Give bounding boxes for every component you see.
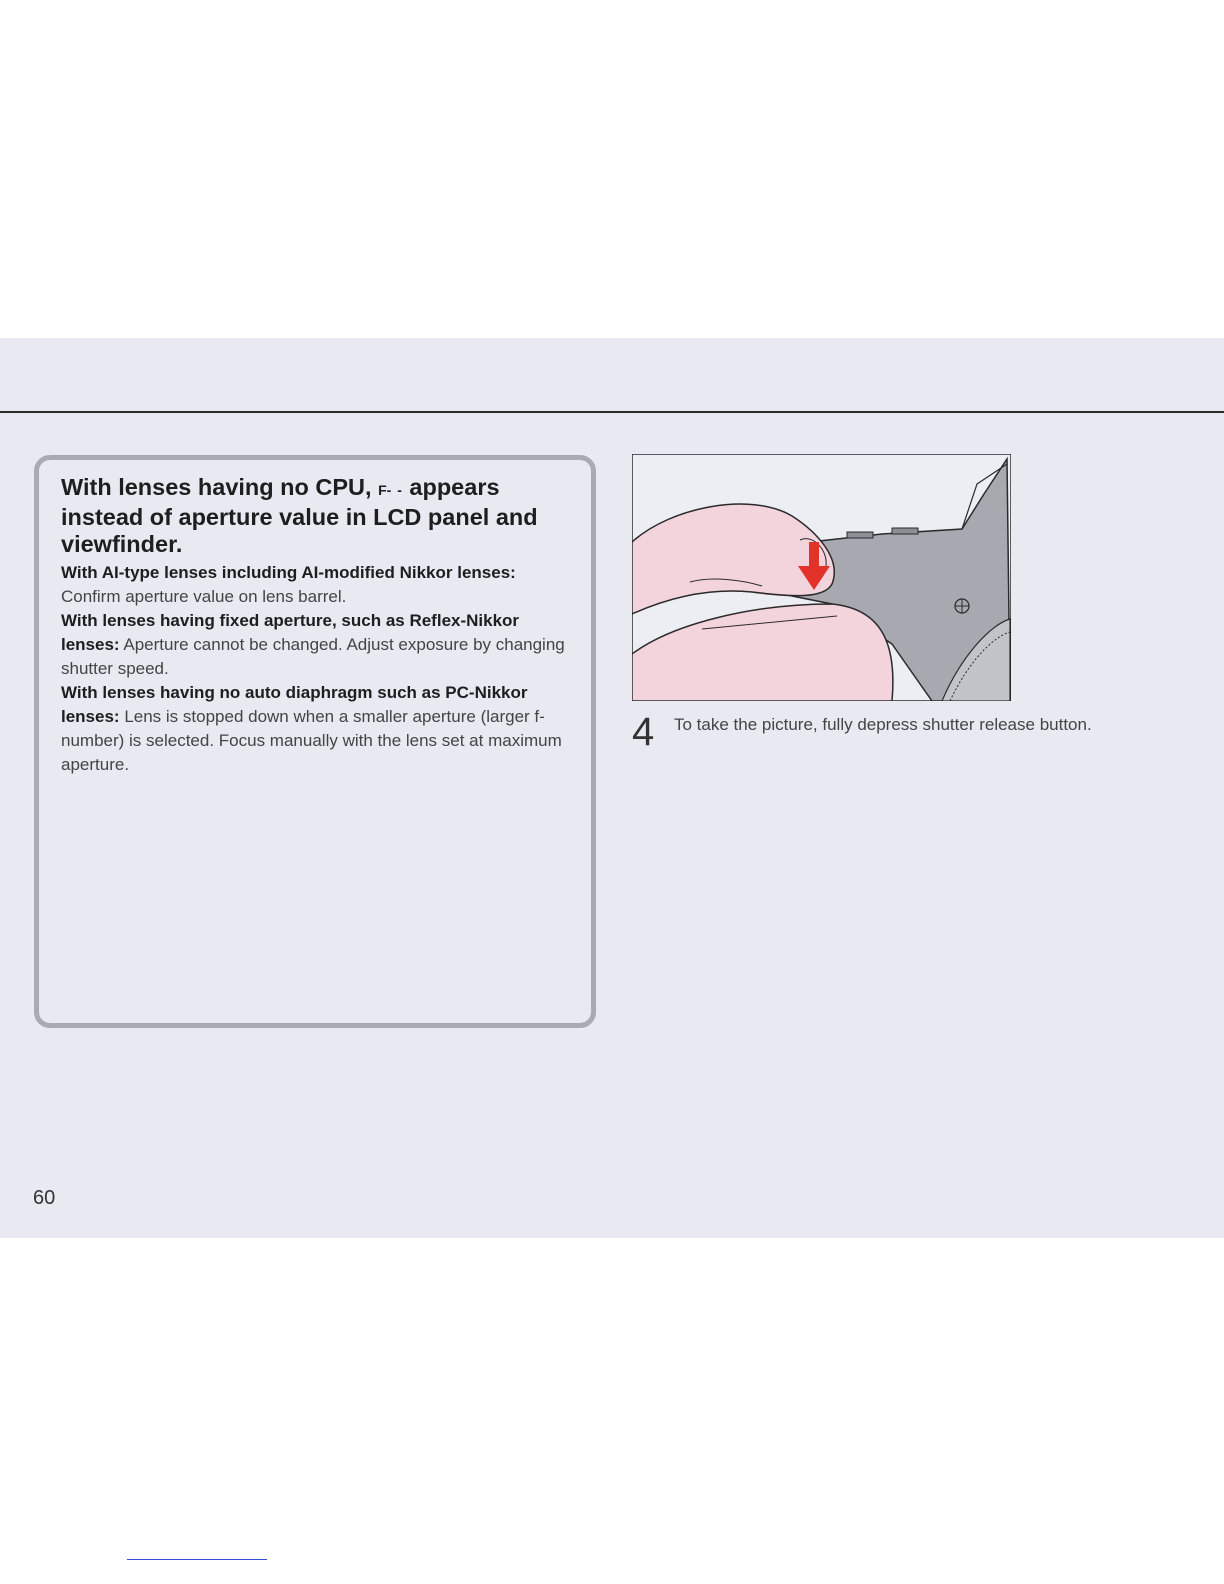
f-symbol: F- -	[378, 482, 403, 498]
top-rule	[0, 411, 1224, 413]
page-number: 60	[33, 1187, 56, 1209]
note-item-text: Aperture cannot be changed. Adjust exposure by changing shutter speed.	[61, 635, 565, 678]
note-heading-part1: With lenses having no CPU,	[61, 474, 372, 500]
note-heading	[61, 474, 576, 558]
note-item-title: With AI-type lenses including AI-modified Nikkor lenses:	[61, 563, 516, 582]
step-text: To take the picture, fully depress shutter release button.	[674, 715, 1092, 734]
note-item-text: Confirm aperture value on lens barrel.	[61, 587, 347, 606]
note-item-ai-type	[61, 561, 576, 609]
finger-pressing-shutter-illustration	[632, 454, 1011, 701]
note-item-text: Lens is stopped down when a smaller aperture (larger f-number) is selected. Focus manually with the lens set at maximum aperture.	[61, 707, 562, 774]
note-item-title: With lenses having no auto diaphragm such as PC-Nikkor lenses:	[61, 683, 528, 726]
note-box	[34, 455, 596, 1028]
note-content	[61, 474, 576, 777]
footer-link-underline	[127, 1559, 267, 1560]
step-number: 4	[632, 710, 655, 754]
note-item-title: With lenses having fixed aperture, such as Reflex-Nikkor lenses:	[61, 611, 520, 654]
note-item-no-auto-diaphragm	[61, 681, 576, 777]
note-heading-part2: appears instead of aperture value in LCD panel and viewfinder.	[61, 474, 538, 557]
note-item-fixed-aperture	[61, 609, 576, 681]
manual-page	[0, 338, 1224, 1238]
